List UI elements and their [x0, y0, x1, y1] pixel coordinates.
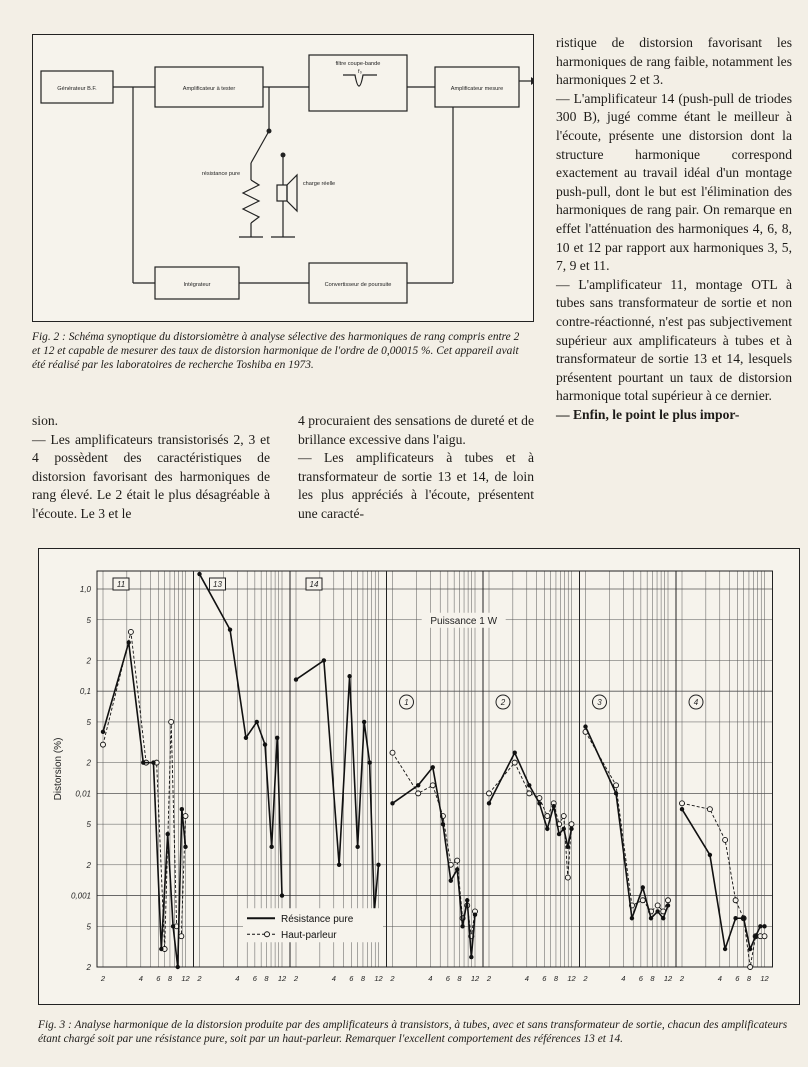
- x-tick-label: 8: [457, 974, 462, 983]
- resistance-series-point: [263, 742, 267, 746]
- speaker-series-point: [748, 965, 753, 970]
- speaker-series-point: [640, 898, 645, 903]
- speaker-series-point: [733, 898, 738, 903]
- x-tick-label: 2: [100, 974, 106, 983]
- x-tick-label: 6: [445, 974, 450, 983]
- resistance-series-point: [741, 916, 745, 920]
- y-tick-label: 5: [86, 820, 91, 830]
- resistance-series-point: [165, 832, 169, 836]
- resistance-series-point: [545, 827, 549, 831]
- x-tick-label: 2: [390, 974, 395, 983]
- speaker-series-point: [707, 807, 712, 812]
- resistance-series-point: [661, 916, 665, 920]
- x-tick-label: 2: [486, 974, 492, 983]
- left-column: [32, 412, 270, 524]
- resistance-series-point: [487, 801, 491, 805]
- y-tick-label: 2: [86, 656, 91, 666]
- legend-speaker-label: Haut-parleur: [281, 930, 337, 942]
- resistance-series-point: [469, 955, 473, 959]
- x-tick-label: 4: [428, 974, 433, 983]
- resistance-series-line: [682, 809, 765, 949]
- y-tick-label: 2: [86, 860, 91, 870]
- amp-measure-label: Amplificateur mesure: [450, 86, 504, 92]
- speaker-series-point: [680, 801, 685, 806]
- speaker-series-point: [527, 791, 532, 796]
- resistance-series-point: [537, 801, 541, 805]
- speaker-series-point: [762, 934, 767, 939]
- figure-3-chart: [38, 548, 800, 1005]
- x-tick-label: 8: [746, 974, 752, 983]
- generator-label: Générateur B.F.: [57, 86, 97, 92]
- resistance-series-point: [473, 912, 477, 916]
- resistance-series-point: [566, 845, 570, 849]
- resistance-series-point: [244, 736, 248, 740]
- x-tick-label: 12: [181, 974, 190, 983]
- resistance-series-point: [655, 909, 659, 913]
- left-para-1: sion.: [32, 413, 59, 428]
- x-tick-label: 6: [735, 974, 740, 983]
- resistance-series-point: [390, 801, 394, 805]
- speaker-series-point: [128, 629, 133, 634]
- distortion-chart-svg: [39, 549, 799, 1004]
- resistance-series-point: [228, 627, 232, 631]
- right-column: [556, 34, 792, 424]
- resistance-series-point: [583, 724, 587, 728]
- resistance-series-point: [337, 863, 341, 867]
- filter-f0-label: f₀: [358, 69, 362, 75]
- speaker-series-point: [545, 814, 550, 819]
- speaker-series-point: [390, 750, 395, 755]
- resistance-series-point: [641, 885, 645, 889]
- x-tick-label: 2: [583, 974, 588, 983]
- x-tick-label: 12: [663, 974, 673, 983]
- resistance-series-point: [614, 791, 618, 795]
- resistance-series-point: [183, 845, 187, 849]
- right-para-1: ristique de distorsion favorisant les harmoniques de rang faible, notamment les harmoniques 2 et 3.: [556, 35, 792, 88]
- speaker-series-point: [614, 783, 619, 788]
- resistance-label: résistance pure: [201, 171, 241, 177]
- resistance-series-point: [416, 783, 420, 787]
- x-tick-label: 4: [331, 974, 336, 983]
- panel-label: 2: [500, 698, 506, 708]
- right-para-2: — L'amplificateur 14 (push-pull de triodes 300 B), jugé comme étant le meilleur à l'écoute, présente une distorsion dont la structure harmonique correspond exactement au travail idéal d'un montage push-pull, dont le but est l'élimination des harmoniques de rang pair. On remarque en effet l'atténuation des harmoniques 4, 6, 8, 10 et 12 par rapport aux harmoniques 3, 5, 7, 9 et 11.: [556, 90, 792, 274]
- x-tick-label: 4: [524, 974, 529, 983]
- x-tick-label: 6: [252, 974, 257, 983]
- x-tick-label: 6: [349, 974, 354, 983]
- speaker-series-point: [455, 858, 460, 863]
- legend-resistance-label: Résistance pure: [281, 914, 354, 926]
- panel-label: 3: [597, 698, 602, 708]
- y-tick-label: 0,1: [79, 687, 91, 697]
- resistance-series-point: [680, 807, 684, 811]
- panel-label: 13: [213, 580, 222, 589]
- resistance-series-point: [630, 916, 634, 920]
- resistance-series-point: [171, 924, 175, 928]
- resistance-series-line: [296, 660, 379, 911]
- resistance-series-line: [393, 767, 476, 957]
- middle-column: [298, 412, 534, 524]
- y-tick-label: 5: [86, 615, 91, 625]
- x-tick-label: 2: [197, 974, 202, 983]
- y-tick-label: 1,0: [79, 584, 91, 594]
- speaker-series-point: [169, 719, 174, 724]
- converter-label: Convertisseur de poursuite: [324, 282, 392, 288]
- filter-label: filtre coupe-bande: [335, 61, 381, 67]
- figure-2-caption: Fig. 2 : Schéma synoptique du distorsiomètre à analyse sélective des harmoniques de rang compris entre 2 et 12 et capable de mesurer des taux de distorsion harmonique de l'ordre de 0,00015 %. Cet appareil avait été réalisé par les laboratoires de recherche Toshiba en 1973.: [32, 331, 520, 371]
- x-tick-label: 12: [567, 974, 576, 983]
- resistance-series-point: [141, 760, 145, 764]
- x-tick-label: 12: [760, 974, 769, 983]
- resistance-series-point: [748, 947, 752, 951]
- speaker-series-point: [416, 791, 421, 796]
- resistance-series-point: [666, 903, 670, 907]
- resistance-series-point: [513, 751, 517, 755]
- x-tick-label: 6: [542, 974, 547, 983]
- x-tick-label: 8: [553, 974, 559, 983]
- panel-label: 1: [404, 698, 409, 708]
- resistance-series-point: [362, 720, 366, 724]
- speaker-series-point: [666, 898, 671, 903]
- x-tick-label: 4: [621, 974, 626, 983]
- resistance-series-point: [441, 822, 445, 826]
- block-diagram-svg: [33, 35, 533, 321]
- speaker-series-point: [487, 791, 492, 796]
- resistance-series-point: [649, 916, 653, 920]
- x-tick-label: 6: [156, 974, 161, 983]
- integrator-label: Intégrateur: [183, 282, 211, 288]
- resistance-series-point: [762, 924, 766, 928]
- speaker-series-point: [101, 742, 106, 747]
- x-tick-label: 8: [264, 974, 269, 983]
- speaker-series-point: [179, 934, 184, 939]
- resistance-series-point: [176, 965, 180, 969]
- x-tick-label: 4: [235, 974, 240, 983]
- speaker-series-point: [569, 822, 574, 827]
- speaker-series-point: [430, 783, 435, 788]
- x-tick-label: 4: [717, 974, 722, 983]
- y-tick-label: 5: [86, 922, 91, 932]
- resistance-series-point: [465, 898, 469, 902]
- speaker-series-point: [565, 875, 570, 880]
- legend-dashed-marker: [265, 932, 270, 937]
- x-tick-label: 12: [277, 974, 287, 983]
- x-tick-label: 4: [138, 974, 143, 983]
- resistance-series-point: [127, 640, 131, 644]
- resistance-series-point: [159, 947, 163, 951]
- x-tick-label: 12: [470, 974, 480, 983]
- speaker-series-point: [655, 903, 660, 908]
- y-axis-label: Distorsion (%): [53, 737, 64, 801]
- resistance-series-point: [322, 658, 326, 662]
- speaker-series-line: [103, 632, 186, 949]
- x-tick-label: 2: [293, 974, 299, 983]
- x-tick-label: 8: [167, 974, 173, 983]
- resistance-series-point: [294, 677, 298, 681]
- resistance-series-point: [455, 867, 459, 871]
- right-para-4: — Enfin, le point le plus impor-: [556, 406, 740, 422]
- x-tick-label: 6: [638, 974, 643, 983]
- resistance-series-point: [347, 674, 351, 678]
- resistance-series-point: [562, 827, 566, 831]
- panel-label: 14: [309, 580, 319, 589]
- plot-frame: [97, 571, 773, 967]
- y-tick-label: 5: [86, 717, 91, 727]
- resistance-series-point: [723, 947, 727, 951]
- resistance-series-point: [569, 827, 573, 831]
- resistance-series-point: [180, 807, 184, 811]
- resistance-series-point: [197, 572, 201, 576]
- right-para-3: — L'amplificateur 11, montage OTL à tubes sans transformateur de sortie et non contre-réactionné, n'est pas subjectivement supérieur aux amplificateurs à tubes et à transformateur de sortie 13 et 14, lesquels présentent pourtant un taux de distorsion harmonique total supérieur à ce dernier.: [556, 276, 792, 404]
- figure-2-diagram: [32, 34, 534, 322]
- x-tick-label: 12: [374, 974, 383, 983]
- speaker-series-point: [512, 760, 517, 765]
- speaker-series-line: [586, 732, 669, 912]
- y-tick-label: 0,01: [75, 789, 91, 799]
- resistance-series-point: [376, 863, 380, 867]
- resistance-series-point: [527, 783, 531, 787]
- speaker-series-line: [393, 753, 476, 937]
- power-annotation: Puissance 1 W: [430, 615, 498, 627]
- resistance-series-point: [708, 853, 712, 857]
- resistance-series-point: [151, 760, 155, 764]
- resistance-series-point: [753, 934, 757, 938]
- resistance-series-point: [101, 730, 105, 734]
- resistance-series-line: [586, 727, 669, 919]
- resistance-series-point: [551, 804, 555, 808]
- speaker-series-point: [183, 814, 188, 819]
- y-tick-label: 0,001: [70, 891, 91, 901]
- left-para-2: — Les amplificateurs transistorisés 2, 3 et 4 possèdent des caractéristiques de distorsion favorisant des harmoniques de rang élevé. Le 2 était le plus désagréable à l'écoute. Le 3 et le: [32, 431, 270, 521]
- panel-label: 11: [116, 580, 126, 589]
- mid-para-2: — Les amplificateurs à tubes et à transformateur de sortie 13 et 14, de loin les plus appréciés à l'écoute, présentent une caracté-: [298, 450, 534, 521]
- x-tick-label: 8: [360, 974, 366, 983]
- resistance-series-point: [758, 924, 762, 928]
- y-tick-label: 2: [86, 963, 91, 972]
- x-tick-label: 8: [650, 974, 655, 983]
- resistance-series-point: [255, 720, 259, 724]
- resistance-series-point: [449, 878, 453, 882]
- mid-para-1: 4 procuraient des sensations de dureté et de brillance excessive dans l'aigu.: [298, 413, 534, 447]
- resistance-series-point: [280, 893, 284, 897]
- y-tick-label: 2: [86, 758, 91, 768]
- resistance-series-point: [733, 916, 737, 920]
- speaker-series-point: [723, 837, 728, 842]
- amp-under-test-label: Amplificateur à tester: [182, 86, 236, 92]
- resistance-series-point: [275, 736, 279, 740]
- resistance-series-point: [367, 760, 371, 764]
- resistance-series-point: [355, 845, 359, 849]
- load-label: charge réelle: [302, 181, 336, 187]
- speaker-series-point: [561, 814, 566, 819]
- panel-label: 4: [693, 698, 699, 708]
- resistance-series-point: [431, 765, 435, 769]
- resistance-series-point: [557, 832, 561, 836]
- resistance-series-point: [269, 845, 273, 849]
- resistance-series-point: [460, 924, 464, 928]
- figure-3-caption: Fig. 3 : Analyse harmonique de la distorsion produite par des amplificateurs à transistors, à tubes, avec et sans transformateur de sortie, chacun des amplificateurs étant chargé soit par une résistance pure, soit par un haut-parleur. Remarquer l'excellent comportement des références 13 et 14.: [38, 1019, 788, 1045]
- x-tick-label: 2: [679, 974, 685, 983]
